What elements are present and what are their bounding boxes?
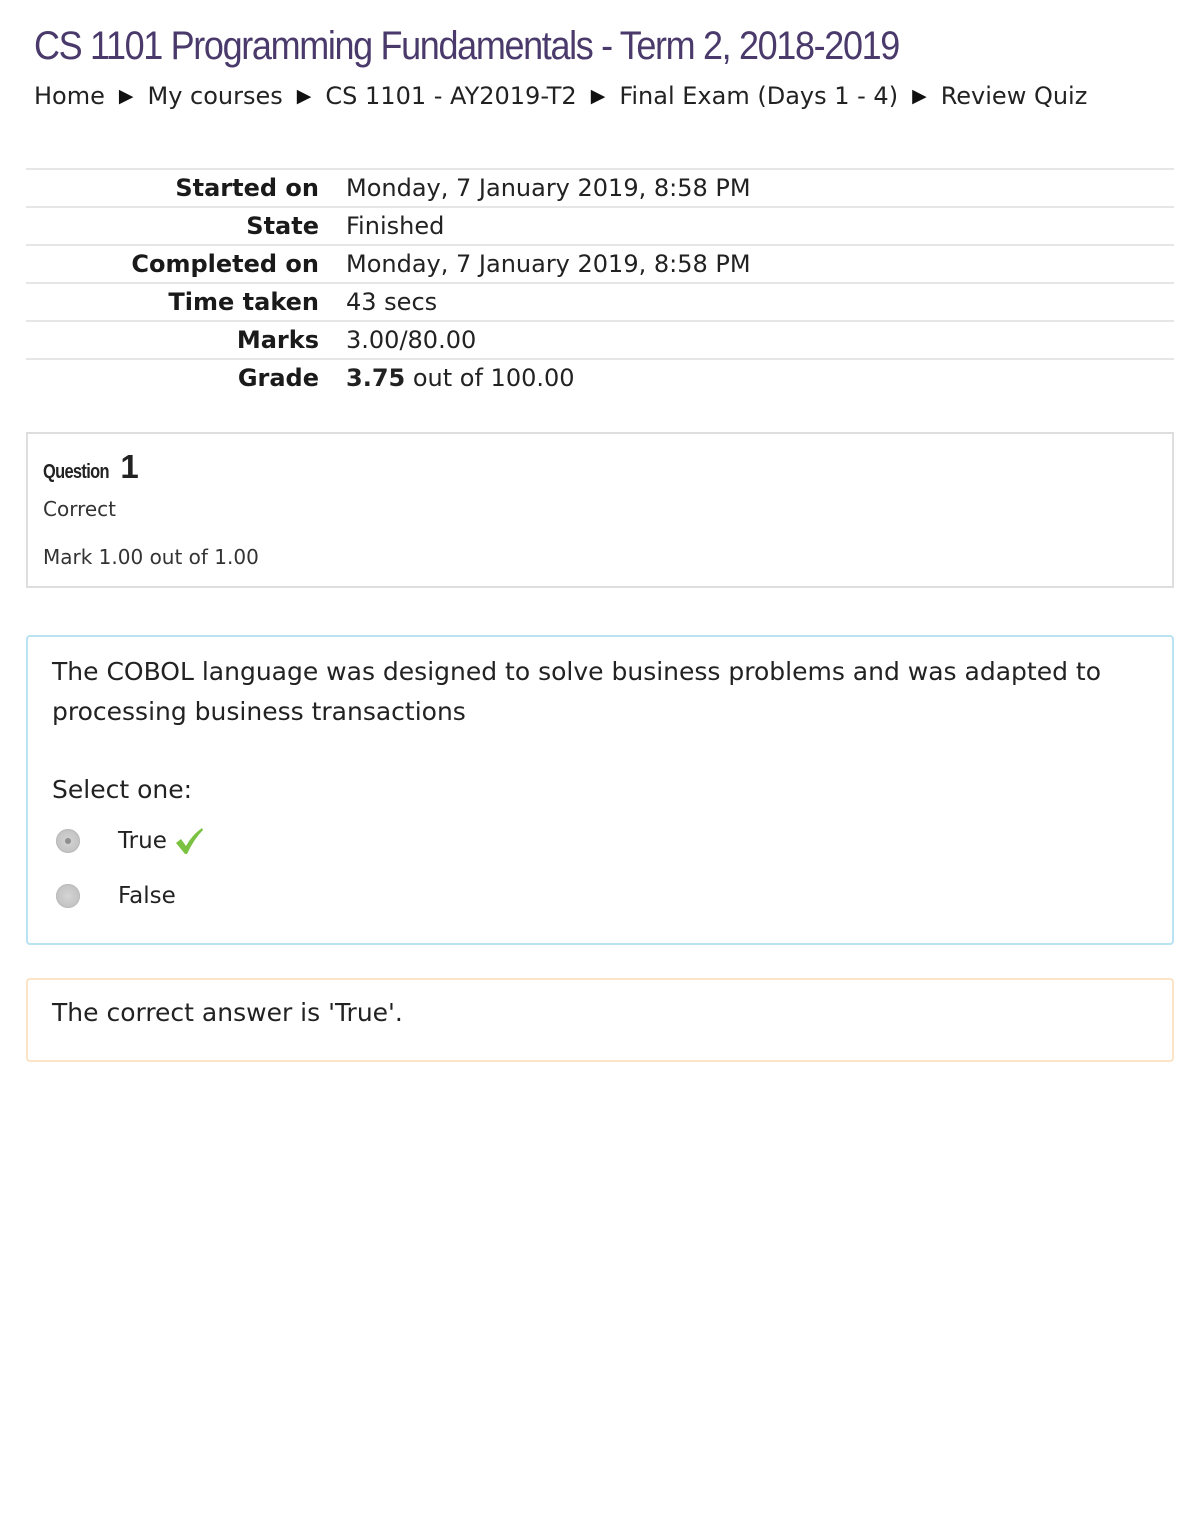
feedback-box [26, 978, 1174, 1062]
question-number-value: 1 [120, 448, 139, 485]
summary-row-state [26, 207, 1174, 245]
answer-option-true[interactable] [56, 823, 205, 859]
summary-label: Grade [237, 364, 319, 392]
grade-out-of: out of 100.00 [405, 364, 575, 392]
quiz-summary-table [26, 168, 1174, 396]
summary-row-time-taken [26, 283, 1174, 321]
summary-row-completed-on [26, 245, 1174, 283]
breadcrumb-my-courses-link[interactable]: My courses [147, 82, 283, 110]
summary-label: State [246, 212, 319, 240]
summary-value: Monday, 7 January 2019, 8:58 PM [346, 250, 751, 278]
summary-label: Started on [175, 174, 319, 202]
summary-value [331, 359, 1174, 396]
triangle-right-icon: ▶ [296, 85, 312, 107]
answer-option-label: True [118, 828, 167, 854]
question-number [43, 448, 139, 486]
summary-value: Monday, 7 January 2019, 8:58 PM [346, 174, 751, 202]
right-answer-text: The correct answer is 'True'. [52, 998, 403, 1027]
grade-score: 3.75 [346, 364, 406, 392]
question-grade: Mark 1.00 out of 1.00 [43, 545, 259, 569]
summary-label: Time taken [168, 288, 319, 316]
summary-value: 43 secs [346, 288, 438, 316]
triangle-right-icon: ▶ [590, 85, 606, 107]
summary-row-started-on [26, 169, 1174, 207]
summary-value: Finished [346, 212, 445, 240]
radio-button-unselected[interactable] [56, 884, 80, 908]
question-state: Correct [43, 497, 116, 521]
summary-row-grade [26, 359, 1174, 396]
breadcrumb-final-exam-link[interactable]: Final Exam (Days 1 - 4) [619, 82, 899, 110]
breadcrumb [34, 80, 1180, 112]
summary-value: 3.00/80.00 [346, 326, 477, 354]
summary-row-marks [26, 321, 1174, 359]
breadcrumb-course-link[interactable]: CS 1101 - AY2019-T2 [325, 82, 577, 110]
checkmark-icon [173, 825, 205, 857]
triangle-right-icon: ▶ [912, 85, 927, 107]
question-word: Question [43, 461, 109, 483]
question-content-box [26, 635, 1174, 945]
page-header [34, 22, 1180, 112]
question-info-box [26, 432, 1174, 588]
triangle-right-icon: ▶ [118, 85, 134, 107]
answer-option-false[interactable] [56, 878, 176, 914]
breadcrumb-home-link[interactable]: Home [34, 82, 105, 110]
course-title: CS 1101 Programming Fundamentals - Term 2, 2018-2019 [34, 24, 899, 68]
breadcrumb-current-page: Review Quiz [940, 82, 1088, 110]
answer-prompt: Select one: [52, 775, 193, 804]
radio-button-selected[interactable] [56, 829, 80, 853]
summary-label: Marks [236, 326, 319, 354]
summary-label: Completed on [131, 250, 319, 278]
answer-option-label: False [118, 883, 176, 909]
question-text: The COBOL language was designed to solve business problems and was adapted to processing business transactions [52, 657, 1101, 726]
